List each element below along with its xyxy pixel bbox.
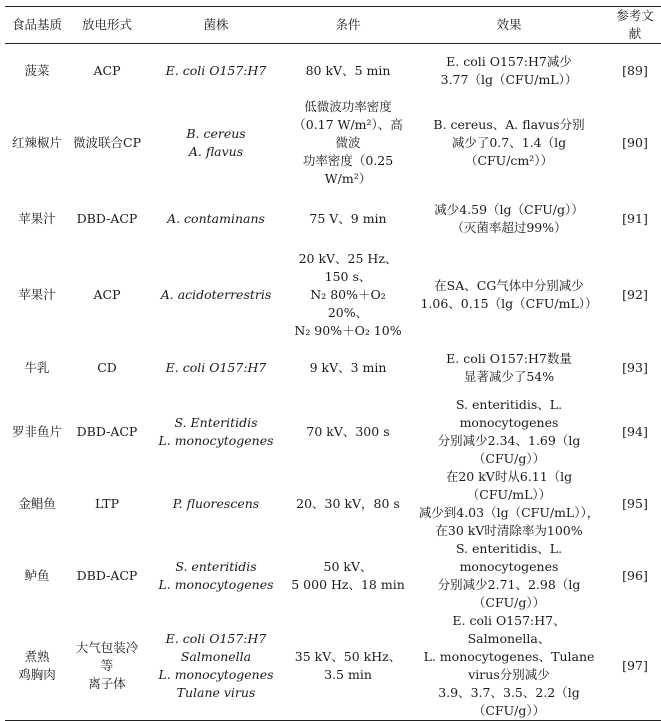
table-row	[5, 612, 661, 721]
cell-effect: E. coli O157:H7、Salmonella、 L. monocytogenes、Tulane virus分别减少 3.9、3.7、3.5、2.2（lg（CFU/g））	[409, 612, 609, 721]
cell-condition: 50 kV、 5 000 Hz、18 min	[291, 558, 405, 592]
cell-reference: [90]	[622, 134, 648, 150]
cell-condition: 低微波功率密度 （0.17 W/m²）、高微波 功率密度（0.25 W/m²）	[293, 98, 403, 186]
table-body	[5, 44, 661, 721]
table-row	[5, 396, 661, 468]
cell-strain: E. coli O157:H7 Salmonella L. monocytogenes Tulane virus	[145, 612, 287, 721]
cell-strain: S. Enteritidis L. monocytogenes	[158, 414, 274, 448]
cell-reference: [97]	[609, 612, 661, 721]
table-row	[5, 340, 661, 396]
header-condition: 条件	[287, 7, 409, 44]
cell-reference: [89]	[622, 62, 648, 78]
cell-strain: S. enteritidis L. monocytogenes	[158, 558, 274, 592]
cell-food-matrix: 苹果汁	[18, 210, 56, 226]
cell-food-matrix: 罗非鱼片	[11, 423, 62, 439]
cell-effect: E. coli O157:H7减少 3.77（lg（CFU/mL））	[440, 53, 578, 87]
cell-strain: B. cereus A. flavus	[186, 125, 246, 159]
cell-strain: A. acidoterrestris	[160, 286, 272, 302]
cell-food-matrix: 苹果汁	[18, 286, 56, 302]
cell-discharge-mode: DBD-ACP	[76, 567, 138, 583]
cell-reference: [92]	[622, 286, 648, 302]
cell-effect: B. cereus、A. flavus分别 减少了0.7、1.4（lg（CFU/cm²））	[433, 116, 585, 168]
cell-discharge-mode: 大气包装冷等 离子体	[69, 612, 145, 721]
header-effect: 效果	[409, 7, 609, 44]
cell-reference: [91]	[622, 210, 648, 226]
cell-condition: 35 kV、50 kHz、 3.5 min	[287, 612, 409, 721]
cell-effect: S. enteritidis、L. monocytogenes 分别减少2.34、1.69（lg（CFU/g））	[437, 396, 581, 466]
cell-effect: E. coli O157:H7数量 显著减少了54%	[446, 350, 572, 384]
cell-condition: 20 kV、25 Hz、150 s、 N₂ 80%＋O₂ 20%、 N₂ 90%＋O₂ 10%	[294, 250, 402, 338]
cell-reference: [96]	[622, 567, 648, 583]
cell-strain: E. coli O157:H7	[165, 359, 267, 375]
cell-condition: 80 kV、5 min	[305, 62, 391, 78]
cell-food-matrix: 牛乳	[24, 359, 50, 375]
cell-food-matrix: 鲈鱼	[24, 567, 50, 583]
cell-discharge-mode: CD	[97, 359, 117, 375]
cell-discharge-mode: 微波联合CP	[73, 134, 141, 150]
cell-food-matrix: 金鲳鱼	[18, 495, 56, 511]
cell-reference: [93]	[622, 359, 648, 375]
table-row	[5, 540, 661, 612]
cell-reference: [94]	[622, 423, 648, 439]
cell-food-matrix: 红辣椒片	[11, 134, 62, 150]
header-strain: 菌株	[145, 7, 287, 44]
cell-strain: P. fluorescens	[172, 495, 260, 511]
cell-discharge-mode: DBD-ACP	[76, 210, 138, 226]
data-table	[5, 6, 661, 721]
cell-effect: 在SA、CG气体中分别减少 1.06、0.15（lg（CFU/mL））	[420, 277, 598, 311]
table-row	[5, 44, 661, 98]
cell-food-matrix: 煮熟 鸡胸肉	[5, 612, 69, 721]
header-reference: 参考文献	[609, 7, 661, 44]
table-row	[5, 250, 661, 340]
table-header-row	[5, 7, 661, 44]
cell-condition: 9 kV、3 min	[309, 359, 387, 375]
cell-strain: E. coli O157:H7	[165, 62, 267, 78]
cell-strain: A. contaminans	[167, 210, 265, 226]
cell-reference: [95]	[622, 495, 648, 511]
cell-condition: 20、30 kV，80 s	[296, 495, 400, 511]
cell-discharge-mode: ACP	[93, 286, 121, 302]
table-row	[5, 188, 661, 250]
cell-discharge-mode: ACP	[93, 62, 121, 78]
cell-condition: 70 kV、300 s	[306, 423, 390, 439]
cell-effect: S. enteritidis、L. monocytogenes 分别减少2.71、2.98（lg（CFU/g））	[437, 540, 581, 610]
cell-food-matrix: 菠菜	[24, 62, 50, 78]
cell-condition: 75 V、9 min	[309, 210, 387, 226]
cell-discharge-mode: DBD-ACP	[76, 423, 138, 439]
cell-discharge-mode: LTP	[94, 495, 120, 511]
header-food-matrix: 食品基质	[5, 7, 69, 44]
cell-effect: 减少4.59（lg（CFU/g）） （灭菌率超过99%）	[434, 201, 584, 235]
table-row	[5, 468, 661, 540]
table-row	[5, 98, 661, 188]
cell-effect: 在20 kV时从6.11（lg（CFU/mL）） 减少到4.03（lg（CFU/mL））， 在30 kV时清除率为100%	[418, 468, 600, 538]
page	[0, 6, 654, 718]
header-discharge-mode: 放电形式	[69, 7, 145, 44]
